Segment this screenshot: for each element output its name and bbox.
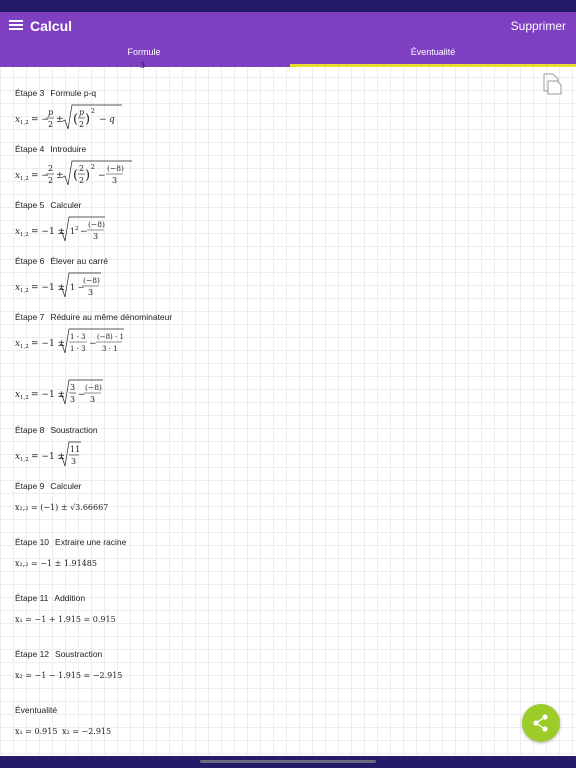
svg-text:11: 11 bbox=[70, 445, 81, 454]
svg-text:−: − bbox=[98, 171, 106, 181]
svg-text:= −1 ±: = −1 ± bbox=[31, 390, 66, 400]
svg-text:1,2: 1,2 bbox=[20, 232, 29, 238]
share-icon bbox=[522, 704, 560, 742]
svg-text:(: ( bbox=[73, 112, 79, 127]
svg-text:3: 3 bbox=[112, 176, 118, 185]
svg-text:(−8) · 1: (−8) · 1 bbox=[97, 333, 124, 341]
svg-text:3: 3 bbox=[90, 395, 96, 404]
svg-text:±: ± bbox=[56, 171, 64, 181]
step-number: Étape 6 bbox=[15, 256, 45, 266]
svg-text:x: x bbox=[15, 452, 21, 462]
document-icon[interactable] bbox=[542, 73, 564, 95]
svg-text:= −1 ±: = −1 ± bbox=[31, 283, 66, 293]
svg-text:2: 2 bbox=[91, 164, 95, 171]
formula bbox=[15, 273, 125, 299]
step-title bbox=[15, 424, 98, 436]
step-title bbox=[15, 143, 86, 155]
svg-text:1 · 3: 1 · 3 bbox=[70, 345, 86, 353]
tab-formule[interactable]: Formule bbox=[127, 47, 161, 57]
result-x1: x₁ = 0.915 bbox=[15, 727, 58, 736]
step-number: Étape 4 bbox=[15, 144, 45, 154]
svg-text:(−8): (−8) bbox=[88, 220, 105, 229]
calculation-content[interactable] bbox=[0, 61, 576, 756]
step-number: Étape 8 bbox=[15, 425, 45, 435]
svg-text:): ) bbox=[85, 168, 91, 183]
result-x2: x₂ = −2.915 bbox=[62, 727, 112, 736]
menu-icon[interactable] bbox=[9, 18, 23, 34]
svg-text:= −1 ±: = −1 ± bbox=[31, 339, 66, 349]
step-number: Étape 11 bbox=[15, 593, 49, 603]
step-title bbox=[15, 592, 85, 604]
step-number: Étape 5 bbox=[15, 200, 45, 210]
svg-text:(−8): (−8) bbox=[107, 164, 124, 173]
svg-text:p: p bbox=[79, 108, 85, 117]
svg-text:2: 2 bbox=[79, 176, 85, 185]
svg-text:2: 2 bbox=[48, 164, 54, 173]
svg-text:1,2: 1,2 bbox=[20, 120, 29, 126]
share-button[interactable] bbox=[522, 704, 560, 742]
step-number: Étape 10 bbox=[15, 537, 50, 547]
svg-text:x: x bbox=[15, 390, 21, 400]
svg-text:x: x bbox=[15, 227, 21, 237]
step-label: Réduire au même dénominateur bbox=[50, 312, 173, 322]
step-label: Extraire une racine bbox=[55, 537, 127, 547]
svg-text:1,2: 1,2 bbox=[20, 395, 29, 401]
step-label: Addition bbox=[54, 593, 86, 603]
tab-eventualite[interactable]: Éventualité bbox=[410, 47, 456, 57]
step-label: Élever au carré bbox=[50, 256, 108, 266]
formula bbox=[15, 442, 105, 468]
step-label: Introduire bbox=[50, 144, 87, 154]
step-title bbox=[15, 536, 126, 548]
svg-text:x: x bbox=[15, 171, 21, 181]
svg-text:2: 2 bbox=[79, 120, 85, 129]
step-title bbox=[15, 648, 102, 660]
svg-text:= −: = − bbox=[31, 171, 49, 181]
formula bbox=[15, 329, 145, 355]
app-title: Calcul bbox=[30, 18, 73, 34]
formula bbox=[15, 217, 125, 243]
svg-text:±: ± bbox=[56, 115, 64, 125]
svg-text:1,2: 1,2 bbox=[20, 176, 29, 182]
formula: x₂ = −1 − 1.915 = −2.915 bbox=[15, 671, 123, 680]
step-label: Formule p-q bbox=[50, 88, 97, 98]
svg-text:x: x bbox=[15, 283, 21, 293]
svg-text:2: 2 bbox=[48, 176, 54, 185]
svg-text:p: p bbox=[48, 108, 54, 117]
svg-text:2: 2 bbox=[48, 120, 54, 129]
result-title: Éventualité bbox=[15, 705, 58, 715]
delete-button[interactable]: Supprimer bbox=[510, 19, 566, 33]
step-title bbox=[15, 199, 82, 211]
svg-text:1 −: 1 − bbox=[70, 283, 85, 292]
svg-text:= −: = − bbox=[31, 115, 49, 125]
svg-text:x: x bbox=[15, 339, 21, 349]
formula bbox=[15, 380, 125, 406]
svg-text:1 · 3: 1 · 3 bbox=[70, 333, 86, 341]
svg-text:2: 2 bbox=[91, 108, 95, 115]
svg-text:3: 3 bbox=[71, 457, 77, 466]
svg-text:3: 3 bbox=[88, 288, 94, 297]
svg-text:3: 3 bbox=[70, 395, 76, 404]
step-number: Étape 3 bbox=[15, 88, 45, 98]
home-indicator[interactable] bbox=[200, 760, 376, 763]
svg-text:2: 2 bbox=[75, 226, 79, 232]
svg-text:3: 3 bbox=[93, 232, 99, 241]
formula: x₁,₂ = −1 ± 1.91485 bbox=[15, 559, 97, 568]
step-title bbox=[15, 87, 96, 99]
formula bbox=[15, 105, 145, 131]
app-bar bbox=[0, 12, 576, 40]
svg-text:3 · 1: 3 · 1 bbox=[102, 345, 118, 353]
svg-text:−: − bbox=[80, 227, 88, 237]
step-title bbox=[15, 311, 172, 323]
step-label: Soustraction bbox=[55, 649, 103, 659]
step-label: Soustraction bbox=[50, 425, 98, 435]
step-number: Étape 12 bbox=[15, 649, 50, 659]
svg-text:1,2: 1,2 bbox=[20, 288, 29, 294]
svg-text:x: x bbox=[15, 115, 21, 125]
svg-text:1,2: 1,2 bbox=[20, 457, 29, 463]
step-title bbox=[15, 480, 82, 492]
svg-text:(−8): (−8) bbox=[85, 383, 102, 392]
svg-text:1: 1 bbox=[70, 227, 76, 236]
formula: x₁ = −1 + 1.915 = 0.915 bbox=[15, 615, 116, 624]
svg-text:−: − bbox=[89, 339, 97, 349]
step-label: Calculer bbox=[50, 481, 82, 491]
step-label: Calculer bbox=[50, 200, 82, 210]
tab-bar bbox=[0, 40, 576, 67]
svg-text:3: 3 bbox=[70, 383, 76, 392]
formula bbox=[15, 161, 145, 187]
step-title bbox=[15, 255, 108, 267]
svg-text:): ) bbox=[85, 112, 91, 127]
cut-off-formula: 3 bbox=[140, 61, 146, 70]
svg-text:−: − bbox=[78, 390, 86, 400]
formula: x₁,₂ = (−1) ± √3.66667 bbox=[15, 503, 109, 512]
svg-text:1,2: 1,2 bbox=[20, 344, 29, 350]
svg-text:−: − bbox=[99, 115, 107, 125]
svg-text:q: q bbox=[109, 115, 115, 125]
svg-text:(: ( bbox=[73, 168, 79, 183]
step-number: Étape 9 bbox=[15, 481, 45, 491]
step-number: Étape 7 bbox=[15, 312, 45, 322]
status-bar bbox=[0, 0, 576, 12]
svg-text:= −1 ±: = −1 ± bbox=[31, 452, 66, 462]
svg-text:= −1 ±: = −1 ± bbox=[31, 227, 66, 237]
svg-text:(−8): (−8) bbox=[83, 276, 100, 285]
svg-text:2: 2 bbox=[79, 164, 85, 173]
